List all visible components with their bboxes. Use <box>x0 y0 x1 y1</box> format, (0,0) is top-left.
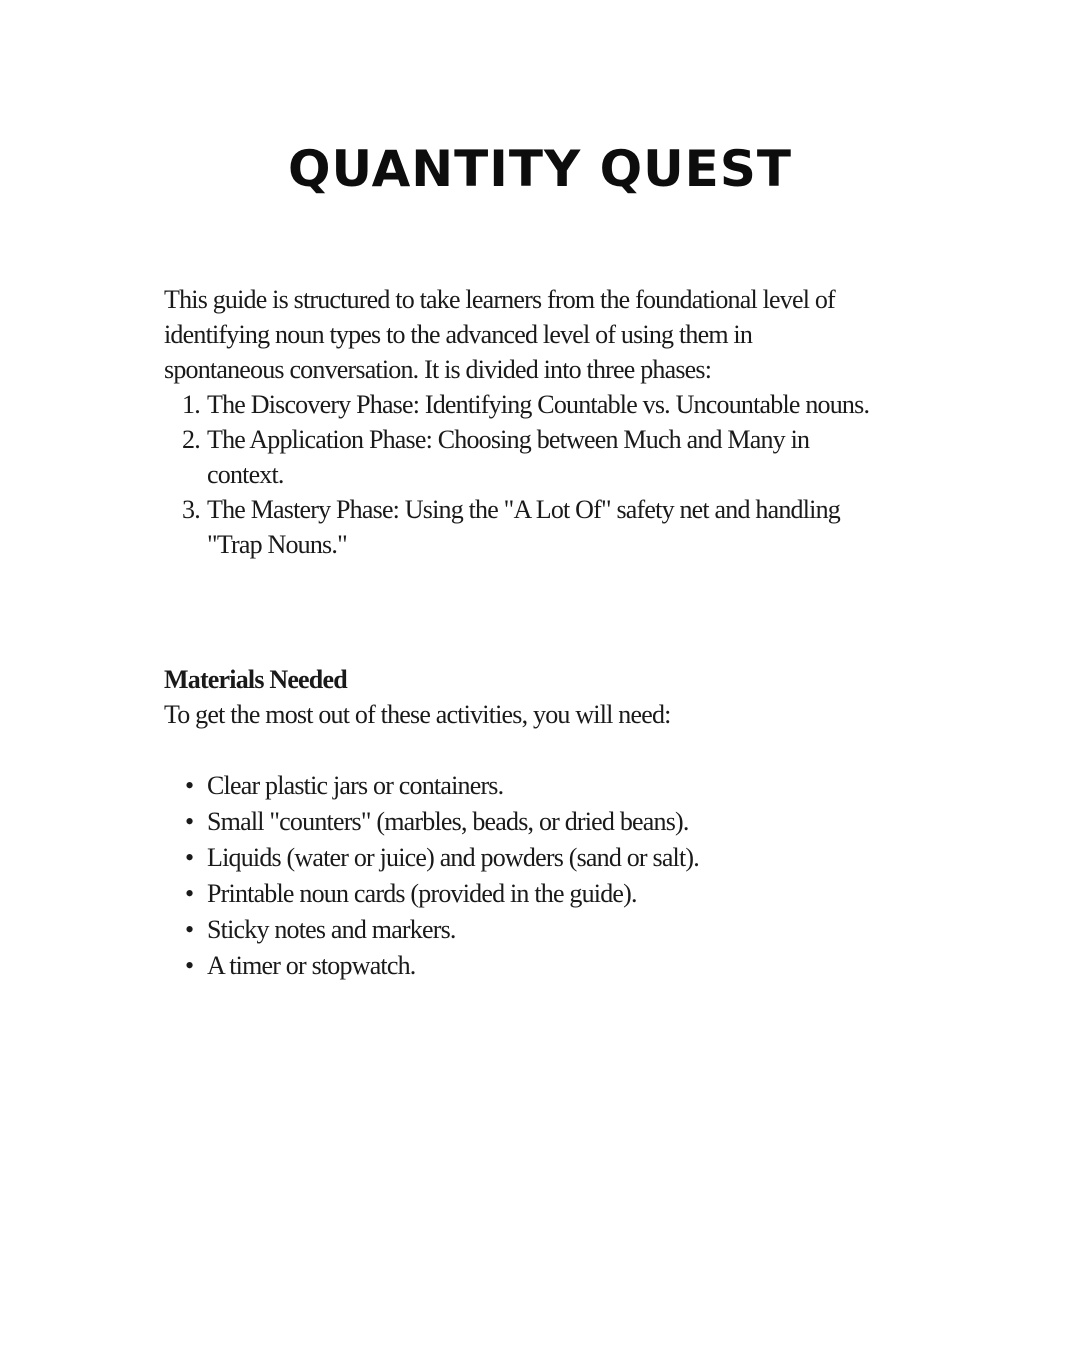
section-spacer <box>164 562 964 662</box>
list-item-number: 3. <box>182 495 200 524</box>
list-item-line: The Mastery Phase: Using the "A Lot Of" safety net and handling <box>207 495 840 524</box>
list-item-liquids <box>164 840 964 876</box>
list-item-line: context. <box>207 460 284 489</box>
list-item-number: 1. <box>182 390 200 419</box>
list-item-line: "Trap Nouns." <box>207 530 347 559</box>
list-item-application-phase <box>164 422 964 492</box>
page-title: QUANTITY QUEST <box>288 140 792 198</box>
bullet-marker-icon: • <box>185 915 194 944</box>
list-item-text <box>207 422 964 492</box>
materials-subheading: To get the most out of these activities, you will need: <box>164 700 671 729</box>
bullet-marker-icon: • <box>185 879 194 908</box>
bullet-item-text: A timer or stopwatch. <box>207 951 416 980</box>
list-item-sticky-notes <box>164 912 964 948</box>
intro-line: spontaneous conversation. It is divided into three phases: <box>164 355 712 384</box>
bullet-item-text: Clear plastic jars or containers. <box>207 771 504 800</box>
bullet-marker-icon: • <box>185 843 194 872</box>
intro-line: This guide is structured to take learners from the foundational level of <box>164 285 835 314</box>
list-item-text <box>207 492 964 562</box>
bullet-marker-icon: • <box>185 771 194 800</box>
list-item-text <box>207 387 964 422</box>
materials-heading: Materials Needed <box>164 665 347 694</box>
materials-bullet-list <box>164 768 964 984</box>
list-item-line: The Application Phase: Choosing between Much and Many in <box>207 425 810 454</box>
intro-paragraph <box>164 282 964 387</box>
bullet-item-text: Sticky notes and markers. <box>207 915 456 944</box>
blank-line-spacer <box>164 732 964 768</box>
list-item-jars <box>164 768 964 804</box>
list-item-number: 2. <box>182 425 200 454</box>
phases-numbered-list <box>164 387 964 562</box>
bullet-marker-icon: • <box>185 951 194 980</box>
list-item-line: The Discovery Phase: Identifying Countable vs. Uncountable nouns. <box>207 390 870 419</box>
intro-line: identifying noun types to the advanced level of using them in <box>164 320 753 349</box>
list-item-noun-cards <box>164 876 964 912</box>
list-item-counters <box>164 804 964 840</box>
list-item-mastery-phase <box>164 492 964 562</box>
bullet-item-text: Small "counters" (marbles, beads, or dried beans). <box>207 807 689 836</box>
list-item-discovery-phase <box>164 387 964 422</box>
list-item-timer <box>164 948 964 984</box>
document-body <box>164 282 964 984</box>
bullet-item-text: Liquids (water or juice) and powders (sand or salt). <box>207 843 699 872</box>
bullet-item-text: Printable noun cards (provided in the guide). <box>207 879 637 908</box>
bullet-marker-icon: • <box>185 807 194 836</box>
